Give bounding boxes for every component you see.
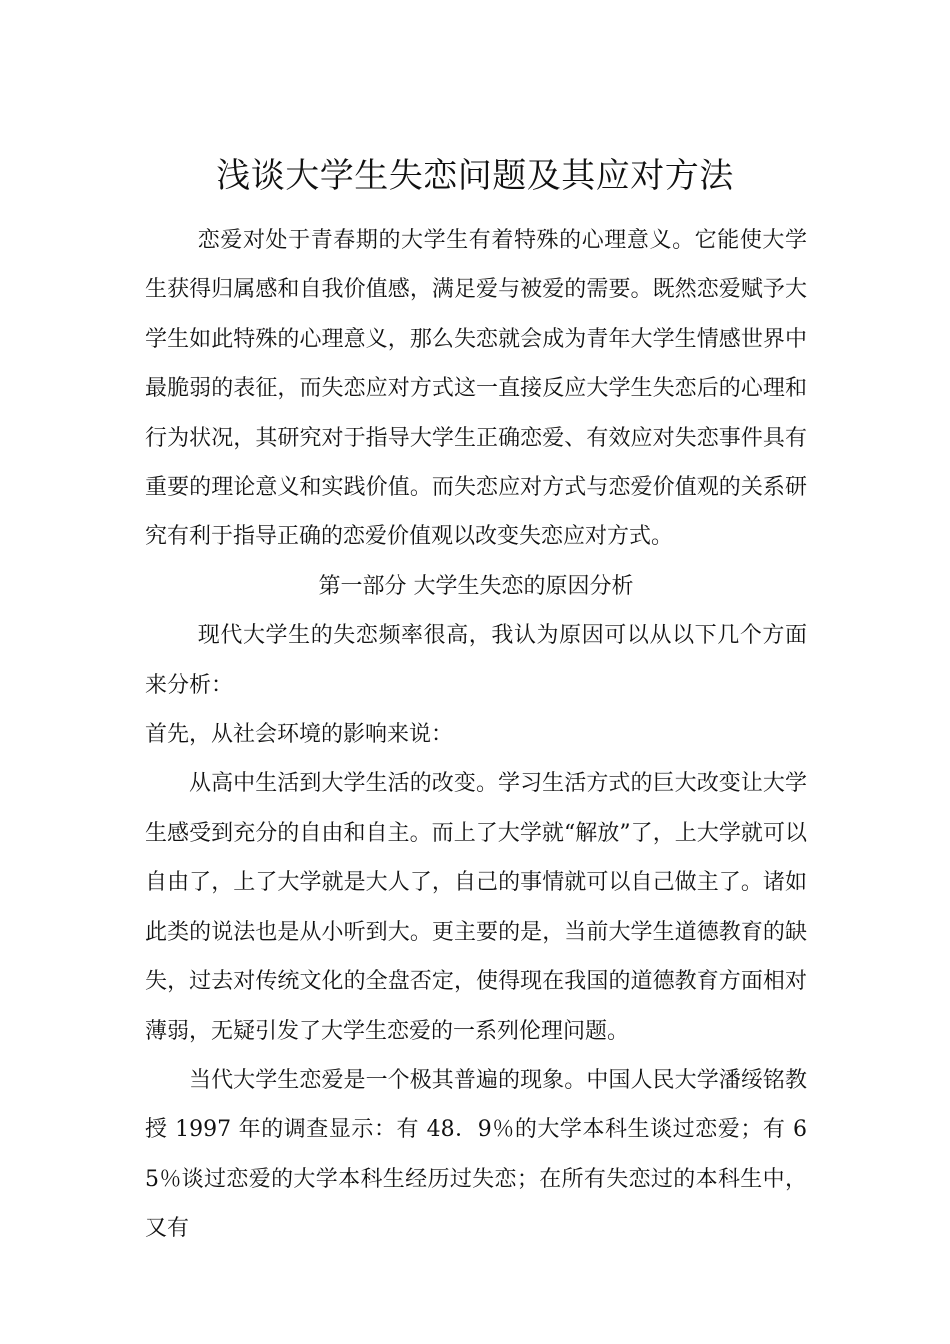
document-body [145, 216, 807, 1254]
paragraph-overview: 现代大学生的失恋频率很高，我认为原因可以从以下几个方面来分析： [145, 623, 807, 698]
paragraph-survey: 当代大学生恋爱是一个极其普遍的现象。中国人民大学潘绥铭教授 1997 年的调查显示：有 48．9％的大学本科生谈过恋爱；有 65％谈过恋爱的大学本科生经历过失恋；在所有失恋过的本科生中，又有 [145, 1067, 807, 1242]
paragraph-social-environment: 从高中生活到大学生活的改变。学习生活方式的巨大改变让大学生感受到充分的自由和自主。而上了大学就“解放”了，上大学就可以自由了，上了大学就是大人了，自己的事情就可以自己做主了。诸如此类的说法也是从小听到大。更主要的是，当前大学生道德教育的缺失，过去对传统文化的全盘否定，使得现在我国的道德教育方面相对薄弱，无疑引发了大学生恋爱的一系列伦理问题。 [145, 771, 807, 1044]
section-heading: 第一部分 大学生失恋的原因分析 [318, 573, 634, 599]
paragraph-first-point: 首先，从社会环境的影响来说： [145, 722, 454, 748]
paragraph-intro: 恋爱对处于青春期的大学生有着特殊的心理意义。它能使大学生获得归属感和自我价值感，满足爱与被爱的需要。既然恋爱赋予大学生如此特殊的心理意义，那么失恋就会成为青年大学生情感世界中最脆弱的表征，而失恋应对方式这一直接反应大学生失恋后的心理和行为状况，其研究对于指导大学生正确恋爱、有效应对失恋事件具有重要的理论意义和实践价值。而失恋应对方式与恋爱价值观的关系研究有利于指导正确的恋爱价值观以改变失恋应对方式。 [145, 228, 807, 550]
document-title: 浅谈大学生失恋问题及其应对方法 [216, 156, 734, 196]
